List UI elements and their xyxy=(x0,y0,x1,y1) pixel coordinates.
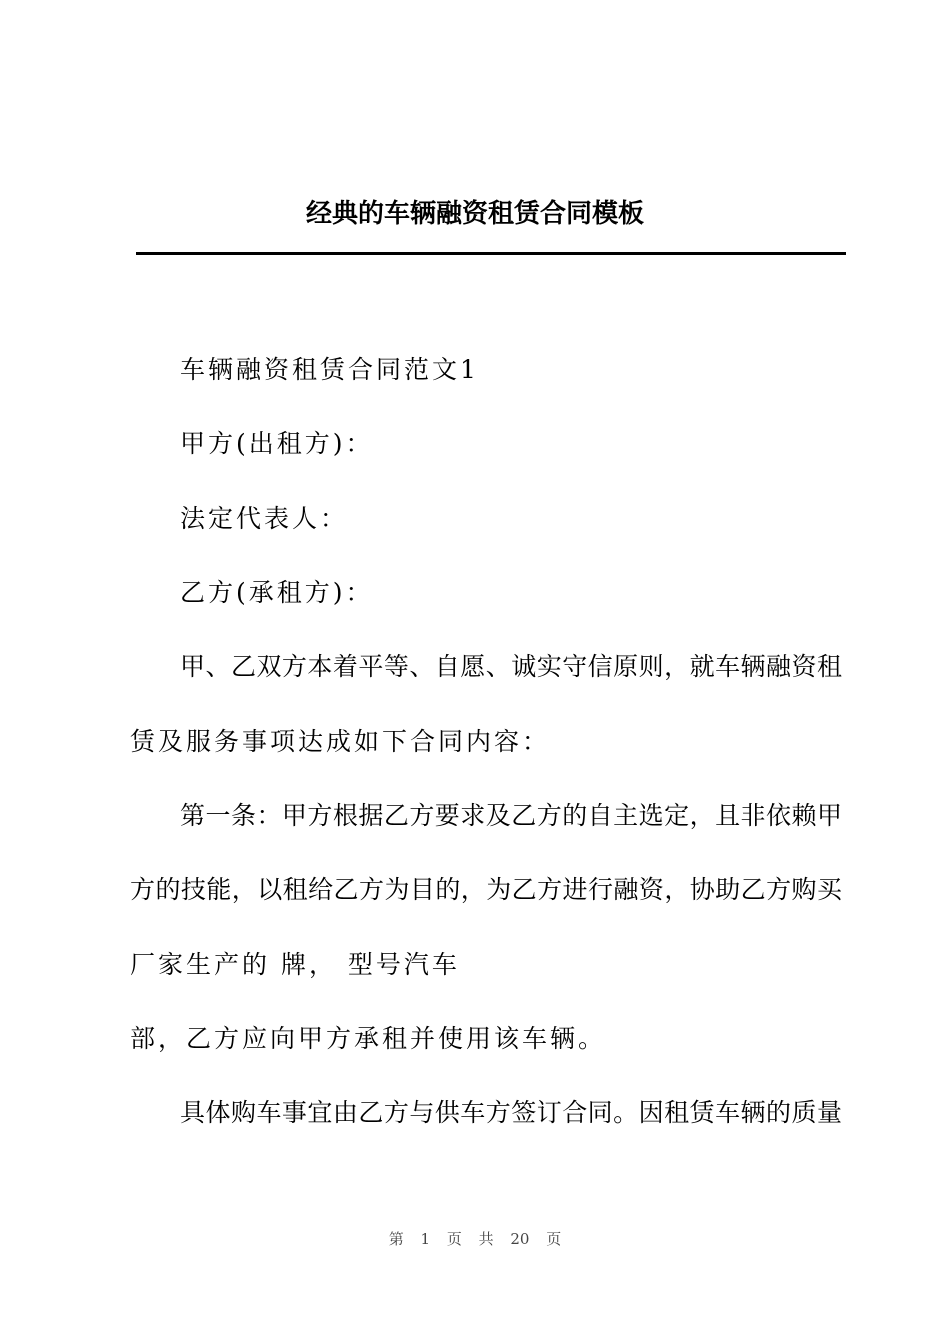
legal-representative-label: 法定代表人： xyxy=(180,504,349,533)
paragraph-line: 具体购车事宜由乙方与供车方签订合同。因租赁车辆的质量 xyxy=(180,1098,842,1127)
party-b-label: 乙方(承租方)： xyxy=(180,578,374,607)
paragraph-line: 甲、乙双方本着平等、自愿、诚实守信原则，就车辆融资租 xyxy=(180,652,842,681)
page-number: 第 1 页 共 20 页 xyxy=(388,1230,562,1248)
document-title: 经典的车辆融资租赁合同模板 xyxy=(305,199,644,229)
paragraph-line: 部，乙方应向甲方承租并使用该车辆。 xyxy=(130,1024,607,1053)
title-underline xyxy=(136,252,846,255)
party-a-label: 甲方(出租方)： xyxy=(180,429,374,458)
section-heading: 车辆融资租赁合同范文1 xyxy=(180,355,479,384)
paragraph-line: 第一条：甲方根据乙方要求及乙方的自主选定，且非依赖甲 xyxy=(180,801,842,830)
paragraph-line: 赁及服务事项达成如下合同内容： xyxy=(130,727,551,756)
paragraph-line: 方的技能，以租给乙方为目的，为乙方进行融资，协助乙方购买 xyxy=(130,875,842,904)
paragraph-line: 厂家生产的 牌， 型号汽车 xyxy=(130,950,460,979)
